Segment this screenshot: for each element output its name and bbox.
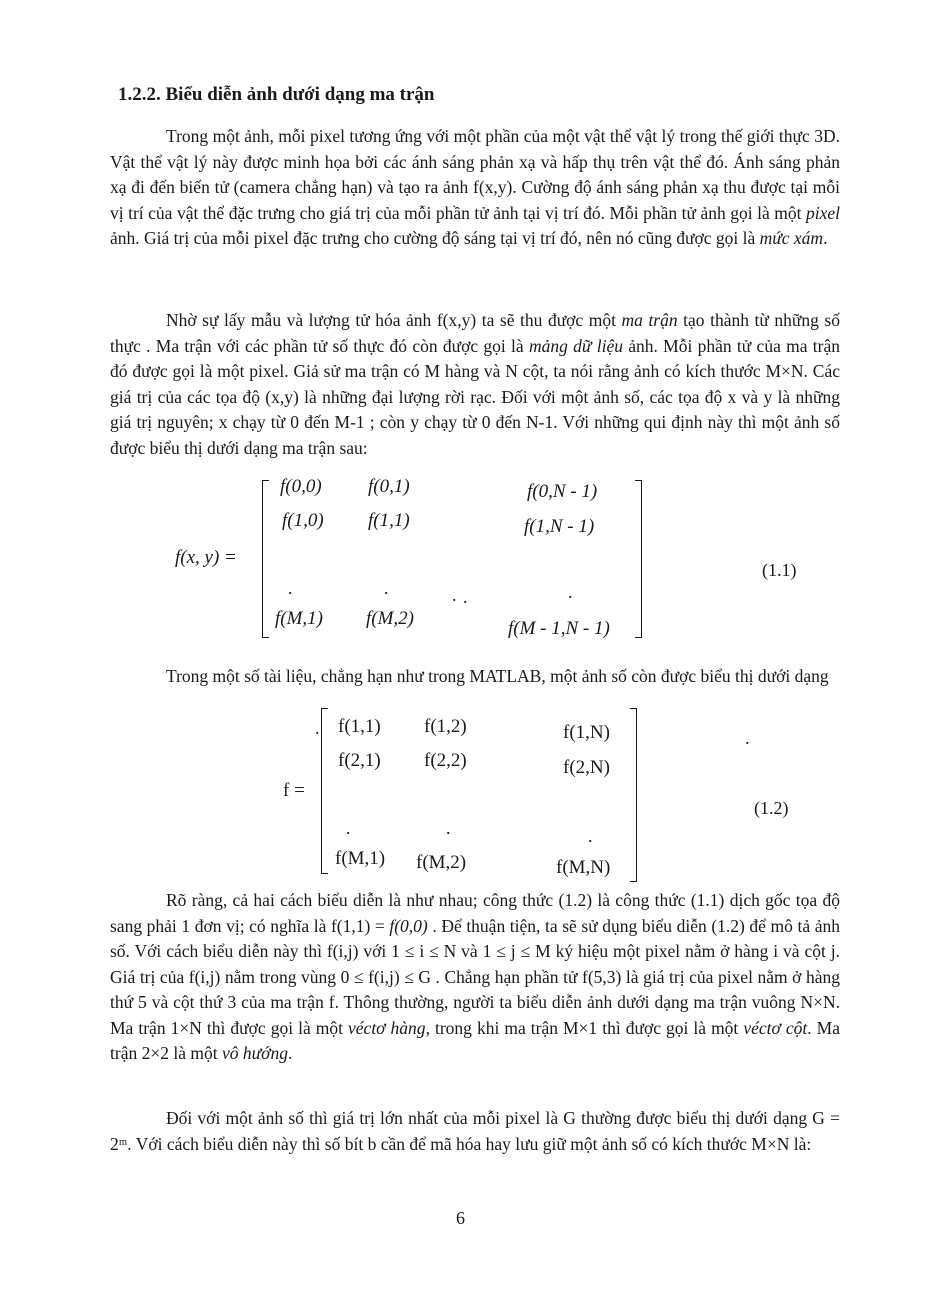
paragraph-1	[110, 124, 840, 252]
term-data-array: mảng dữ liệu	[528, 335, 623, 356]
term-column-vector: véctơ cột	[743, 1017, 808, 1038]
paragraph-2-text: Nhờ sự lấy mẫu và lượng tử hóa ảnh f(x,y) ta sẽ thu được một	[166, 310, 622, 330]
matrix-1-lhs: f(x, y) =	[175, 547, 237, 568]
ellipsis-dot: .	[346, 818, 351, 838]
term-row-vector: véctơ hàng	[348, 1017, 426, 1038]
ellipsis-dot: .	[568, 582, 573, 602]
paragraph-1-end: .	[823, 228, 828, 248]
page-number: 6	[456, 1208, 465, 1228]
matrix-2-right-bracket	[630, 708, 637, 882]
paragraph-4-text: Rõ ràng, cả hai cách biểu diễn là như nhau; công thức (1.2) là công thức (1.1) dịch gốc tọa độ sang phải 1 đơn vị; có nghĩa là f(1,1) =	[110, 890, 840, 936]
ellipsis-dot: .	[452, 585, 457, 605]
paragraph-2-text-3: ảnh. Mỗi phần tử của ma trận đó được gọi là một pixel. Giả sử ma trận có M hàng và N cột, ta nói rằng ảnh có kích thước M×N. Các giá trị của các tọa độ (x,y) là những đại lượng rời rạc. Đối với một ảnh số, các tọa độ x và y là những giá trị nguyên; x chạy từ 0 đến M-1 ; còn y chạy từ 0 đến N-1. Với những qui định này thì một ảnh số được biểu thị dưới dạng ma trận sau:	[110, 335, 840, 458]
matrix-1-cell: f(1,0)	[282, 510, 324, 531]
matrix-1-cell: f(1,N - 1)	[524, 516, 595, 537]
matrix-2-cell: f(M,N)	[556, 857, 611, 878]
paragraph-3	[110, 664, 840, 690]
matrix-1-cell: f(1,1)	[368, 510, 410, 531]
matrix-1-cell: f(M,2)	[366, 608, 415, 629]
ellipsis-dot: .	[384, 578, 389, 598]
section-heading: 1.2.2. Biểu diễn ảnh dưới dạng ma trận	[118, 84, 435, 105]
paragraph-5	[110, 1106, 840, 1157]
paragraph-4-end: .	[287, 1043, 293, 1063]
ellipsis-dot: .	[446, 818, 451, 838]
matrix-1-cell: f(0,N - 1)	[527, 481, 598, 502]
equation-number-1-1: (1.1)	[762, 560, 797, 580]
matrix-1-cell: f(M - 1,N - 1)	[508, 618, 610, 639]
term-gray-level: mức xám	[759, 228, 824, 248]
paragraph-1-text-2: ảnh. Giá trị của mỗi pixel đặc trưng cho cường độ sáng tại vị trí đó, nên nó cũng được gọi là	[110, 228, 760, 248]
equation-number-1-2: (1.2)	[754, 798, 789, 818]
paragraph-1-text: Trong một ảnh, mỗi pixel tương ứng với một phần của một vật thể vật lý trong thế giới thực 3D. Vật thể vật lý này được minh họa bởi các ánh sáng phản xạ và hấp thụ trên vật thể đó. Ánh sáng phản xạ đi đến biến tử (camera chẳng hạn) và tạo ra ảnh f(x,y). Cường độ ánh sáng phản xạ thu được tại mỗi vị trí của vật thể đặc trưng cho giá trị của mỗi phần tử ảnh tại vị trí đó. Mỗi phần tử ảnh gọi là một	[110, 126, 840, 223]
ellipsis-dot: .	[288, 578, 293, 598]
paragraph-4	[110, 888, 840, 1067]
matrix-1-right-bracket	[635, 480, 642, 638]
matrix-2-lhs: f =	[283, 780, 305, 801]
ellipsis-dot: .	[745, 728, 750, 748]
matrix-1-cell: f(0,0)	[280, 476, 322, 497]
matrix-1-left-bracket	[262, 480, 269, 638]
matrix-2-cell: f(M,2)	[416, 852, 467, 873]
paragraph-2-text-2: tạo thành từ những số thực . Ma trận với các phần tử số thực đó còn được gọi là	[110, 310, 840, 356]
matrix-1-cell: f(0,1)	[368, 476, 410, 497]
matrix-2-cell: f(2,2)	[424, 750, 467, 771]
matrix-1-cell: f(M,1)	[275, 608, 324, 629]
formula-f00: f(0,0)	[389, 915, 428, 936]
matrix-2-cell: f(M,1)	[335, 848, 386, 869]
matrix-2-cell: f(1,2)	[424, 716, 467, 737]
matrix-2-cell: f(1,N)	[563, 722, 610, 743]
matrix-2-cell: f(2,1)	[338, 750, 381, 771]
term-scalar: vô hướng	[221, 1043, 288, 1063]
matrix-2-left-bracket	[321, 708, 328, 874]
paragraph-5-text: Đối với một ảnh số thì giá trị lớn nhất của mỗi pixel là G thường được biểu thị dưới dạng G = 2ᵐ. Với cách biểu diễn này thì số bít b cần để mã hóa hay lưu giữ một ảnh số có kích thước M×N là:	[110, 1108, 840, 1154]
paragraph-4-text-2: . Để thuận tiện, ta sẽ sử dụng biểu diễn (1.2) để mô tả ảnh số. Với cách biểu diễn này thì f(i,j) với 1 ≤ i ≤ N và 1 ≤ j ≤ M ký hiệu một pixel nằm ở hàng i và cột j. Giá trị của f(i,j) nằm trong vùng 0 ≤ f(i,j) ≤ G . Chẳng hạn phần tử f(5,3) là giá trị của pixel nằm ở hàng thứ 5 và cột thứ 3 của ma trận f. Thông thường, người ta biểu diễn ảnh dưới dạng ma trận vuông N×N. Ma trận 1×N thì được gọi là một	[110, 915, 840, 1038]
paragraph-2	[110, 308, 840, 461]
paragraph-3-text: Trong một số tài liệu, chẳng hạn như trong MATLAB, một ảnh số còn được biểu thị dưới dạng	[166, 666, 829, 686]
term-matrix: ma trận	[621, 310, 678, 330]
ellipsis-dot: .	[463, 587, 468, 607]
term-pixel: pixel	[805, 202, 840, 223]
matrix-2-cell: f(2,N)	[563, 757, 610, 778]
ellipsis-dot: .	[588, 826, 593, 846]
matrix-2-cell: f(1,1)	[338, 716, 381, 737]
paragraph-4-text-4: . Ma trận 2×2 là một	[110, 1017, 840, 1063]
ellipsis-dot: .	[315, 718, 320, 738]
paragraph-4-text-3: , trong khi ma trận M×1 thì được gọi là một	[425, 1017, 744, 1038]
